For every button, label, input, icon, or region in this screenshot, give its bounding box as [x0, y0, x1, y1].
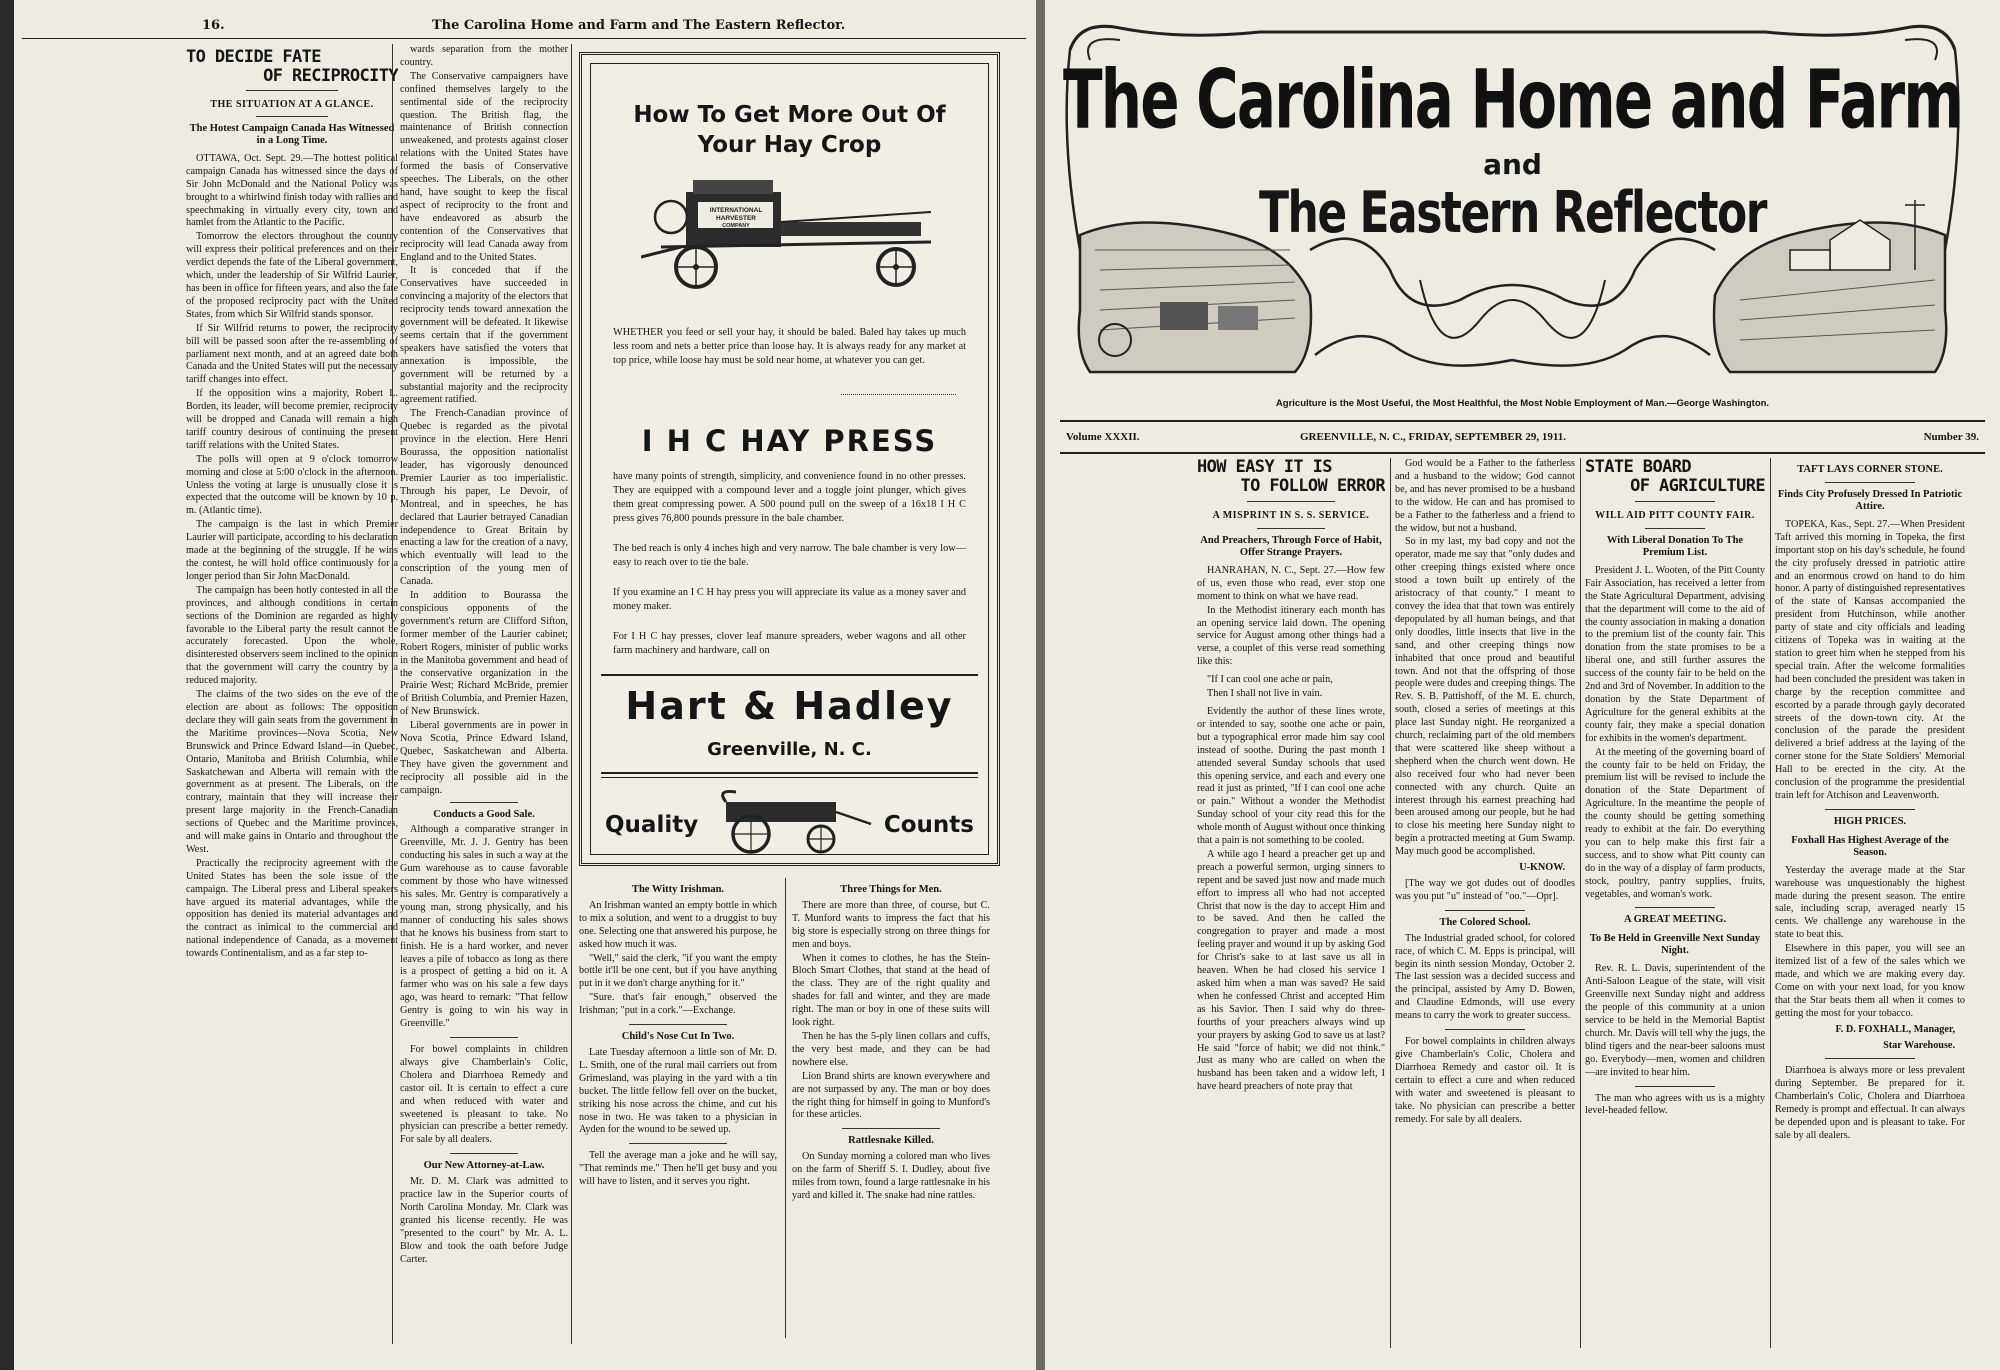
- article-paragraph: In the Methodist itinerary each month has an opening service laid down. The opening service for August among other things had a verse, a couplet of this verse read something like this:: [1197, 604, 1385, 668]
- ad-title-line-1: How To Get More Out Of: [633, 102, 946, 128]
- article-paragraph: The polls will open at 9 o'clock tomorrow morning and close at 5:00 o'clock in the afternoon. Unless the voting at large is unusually close it is expected that the outcome will be known by 10 p. m. (Atlantic time).: [186, 453, 398, 517]
- dateline-bar: [1060, 420, 1985, 454]
- svg-text:COMPANY: COMPANY: [722, 223, 750, 229]
- article-paragraph: There are more than three, of course, but C. T. Munford wants to impress the fact that his big store is especially strong on three things for men and boys.: [792, 899, 990, 950]
- article-paragraph: Late Tuesday afternoon a little son of Mr. D. L. Smith, one of the rural mail carriers out from Grimesland, was playing in the yard with a tin bucket. The little fellow fell over on the bucket, striking his nose across the chime, and cut his nose in two. He was taken to a physician in Ayden for the wound to be sewed up.: [579, 1046, 777, 1136]
- article-paragraph: Although a comparative stranger in Greenville, Mr. J. J. Gentry has been conducting his sales in such a way at the Gum warehouse as to cause favorable comment by those who have witnessed his sales. Mr. Gentry is comparatively a young man, strong physically, and his manner of conducting his sales shows that he knows his business from start to finish. He is a hard worker, and never leaves a pile of tobacco as long as there is a prospect of getting a bid on it. A farmer who was on his sale a few days ago, was heard to remark: "That fellow Gentry is going to win his way in Greenville.": [400, 824, 568, 1030]
- article-paragraph: In addition to Bourassa the conspicious opponents of the government's return are Clifford Sifton, former member of the Laurier cabinet; Robert Rogers, minister of public works in the Manitoba government and head of the conservative organization in the Prairie West; Richard McBride, premier of British Columbia, and Premier Hazen, of New Brunswick.: [400, 590, 568, 718]
- signature: Star Warehouse.: [1883, 1039, 1955, 1051]
- article-paragraph: Tomorrow the electors throughout the country will express their political preferences and on their verdict depends the fate of the Liberal government, which, under the leadership of Sir Wilfrid Laurier, has been in office for fifteen years, and also the fate of the proposed reciprocity pact with the United States, from which Sir Wilfrid stands sponsor.: [186, 231, 398, 320]
- editor-note: [The way we got dudes out of doodles was you put "u" instead of "oo."—Opr].: [1395, 878, 1575, 902]
- page-number: 16.: [202, 18, 225, 33]
- verse-line: Then I shall not live in vain.: [1207, 688, 1323, 700]
- article-paragraph: Then he has the 5-ply linen collars and cuffs, the very best made, and they can be had nowhere else.: [792, 1030, 990, 1068]
- article-paragraph: The Conservative campaigners have confined themselves largely to the sentimental side of the reciprocity question. The British flag, the maintenance of British connection unweakened, and protests against closer relations with the United States have formed the basis of Conservative speeches. The Liberals, on the other hand, have sought to keep the fiscal aspect of reciprocity to the front and have endeavored as absurb the contention of the Conservatives that reciprocity will lead Canada away from England and to the United States.: [400, 70, 568, 263]
- error-dek: And Preachers, Through Force of Habit, Offer Strange Prayers.: [1200, 534, 1382, 558]
- article-paragraph: OTTAWA, Oct. Sept. 29.—The hottest political campaign Canada has witnessed since the days of Sir John McDonald and the National Policy was brought to a whirlwind finish today with rallies and speechmaking in virtually every city, town and hamlet from the Atlantic to the Pacific.: [186, 152, 398, 229]
- hay-press-name: I H C HAY PRESS: [641, 424, 938, 458]
- article-paragraph: The French-Canadian province of Quebec is regarded as the pivotal province in the election. Here Henri Bourassa, the opposition nationalist leader, has vigorously denounced Premier Laurier as too imperialistic. Through his paper, Le Devoir, of Montreal, and in speeches, he has declared that Laurier betrayed Canadian independence to Great Britain by enacting a law for the creation of a navy, which eventually will lead to the conscription of the young men of Canada.: [400, 408, 568, 588]
- hay-press-advertisement: [579, 52, 1000, 866]
- remedy-ad: For bowel complaints in children always give Chamberlain's Colic, Cholera and Diarrhoea Remedy and castor oil. It is certain to effect a cure and when reduced with water and sweetened is pleasant to take. No physician can prescribe a better remedy. For sale by all dealers.: [1395, 1036, 1575, 1125]
- article-paragraph: HANRAHAN, N. C., Sept. 27.—How few of us, even those who read, ever stop one moment to think on what we have read.: [1197, 564, 1385, 602]
- signature: U-KNOW.: [1519, 862, 1565, 874]
- taft-dek: Finds City Profusely Dressed In Patriotic Attire.: [1777, 488, 1963, 512]
- error-article-column: [1197, 458, 1385, 1348]
- masthead-and: and: [1483, 148, 1542, 181]
- verse-line: "If I can cool one ache or pain,: [1207, 674, 1333, 686]
- hay-press-illustration: [641, 172, 941, 307]
- article-paragraph: Liberal governments are in power in Nova Scotia, Prince Edward Island, Quebec, Saskatchewan and Alberta. They have given the government and reciprocity all possible aid in the campaign.: [400, 720, 568, 796]
- column-rule: [1390, 458, 1391, 1348]
- quality-label: Quality: [605, 812, 699, 838]
- article-paragraph: The man who agrees with us is a mighty level-headed fellow.: [1585, 1092, 1765, 1117]
- article-paragraph: The campaign is the last in which Premier Laurier will participate, according to his declaration made at the beginning of the struggle. If he wins the contest, he will hold office continuously for a longer period than Sir John MacDonald.: [186, 519, 398, 582]
- ad-title-line-2: Your Hay Crop: [697, 132, 882, 158]
- great-meeting-dek: To Be Held in Greenville Next Sunday Night.: [1589, 933, 1761, 957]
- column-rule: [1580, 458, 1581, 1348]
- state-board-dek: With Liberal Donation To The Premium List.: [1606, 534, 1744, 558]
- reciprocity-column: [186, 44, 398, 1344]
- svg-text:INTERNATIONAL: INTERNATIONAL: [709, 207, 763, 214]
- counts-label: Counts: [883, 812, 974, 838]
- remedy-ad: For bowel complaints in children always give Chamberlain's Colic, Cholera and Diarrhoea Remedy and castor oil. It is certain to effect a cure and when reduced with water and sweetened is pleasant to take. No physician can prescribe a better remedy. For sale by all dealers.: [400, 1043, 568, 1146]
- three-things-headline: Three Things for Men.: [840, 884, 942, 895]
- masthead: [1060, 20, 1965, 388]
- witty-irishman-headline: The Witty Irishman.: [631, 884, 725, 895]
- state-board-column: [1585, 458, 1765, 1348]
- article-paragraph: An Irishman wanted an empty bottle in which to mix a solution, and went to a druggist to buy one. Selecting one that answered his purpose, he asked how much it was.: [579, 899, 777, 950]
- ad-body-2: The bed reach is only 4 inches high and very narrow. The bale chamber is very low—easy to reach over to tie the bale.: [613, 543, 966, 568]
- ad-body-3: If you examine an I C H hay press you will appreciate its value as a money saver and money maker.: [613, 587, 966, 612]
- article-paragraph: Evidently the author of these lines wrote, or intended to say, soothe one ache or pain, but a typographical error made him say cool instead of soothe. During the past month I attended several Sunday schools that used this opening service, and each and every one read it just as printed, "If I can cool one ache or pain." Without a wonder the Methodist Sunday school of your city read this for the whole month of August without once thinking that a pain is not something to be cooled.: [1197, 705, 1385, 847]
- ad-intro: WHETHER you feed or sell your hay, it should be baled. Baled hay takes up much less room and nets a better price than loose hay. It is always ready for any market at top price, while loose hay must be sold near home, at whatever you can get.: [613, 327, 966, 366]
- article-paragraph: Mr. D. M. Clark was admitted to practice law in the Superior courts of North Carolina Monday. Mr. Clark was granted his license recently. He was "presented to the court" by Mr. A. L. Blow and took the oath before Judge Carter.: [400, 1176, 568, 1265]
- article-paragraph: The campaign has been hotly contested in all the provinces, and although conditions in certain sections of the Dominion are regarded as highly favorable to the Liberal party the result cannot be accurately forecasted. Upon the whole, disinterested observers seem inclined to the opinion that the government will carry the country by a reduced majority.: [186, 584, 398, 687]
- right-page: [1045, 0, 2000, 1370]
- firm-name: Hart & Hadley: [625, 684, 954, 728]
- article-paragraph: The Industrial graded school, for colored race, of which C. M. Epps is principal, will begin its ninth session Monday, October 2. The last session was a decided success and the principal, assisted by Amy D. Bowen, and Claudine Edmonds, will use every means to carry the work to greater success.: [1395, 932, 1575, 1022]
- state-board-subhead: WILL AID PITT COUNTY FAIR.: [1595, 510, 1755, 521]
- high-prices-headline: HIGH PRICES.: [1833, 815, 1907, 827]
- issue-number: Number 39.: [1923, 431, 1979, 443]
- error-headline-2: TO FOLLOW ERROR: [1240, 476, 1385, 496]
- article-paragraph: Tell the average man a joke and he will say, "That reminds me." Then he'll get busy and you will have to listen, and it serves you right.: [579, 1150, 777, 1188]
- article-paragraph: Rev. R. L. Davis, superintendent of the Anti-Saloon League of the state, will visit Greenville next Sunday night and address the people of this community at a union service to be held in the Memorial Baptist church. Mr. Davis will tell why the jugs, the blind tigers and the near-beer saloons must go. Everybody—men, women and children—are invited to hear him.: [1585, 963, 1765, 1078]
- error-subhead: A MISPRINT IN S. S. SERVICE.: [1212, 510, 1370, 521]
- left-page: [14, 0, 1036, 1370]
- taft-column: [1775, 458, 1965, 1348]
- nose-cut-headline: Child's Nose Cut In Two.: [621, 1031, 735, 1043]
- article-paragraph: President J. L. Wooten, of the Pitt County Fair Association, has received a letter from the State Agricultural Department, advising that the department will come to the aid of the county association in making a donation to the premium list of the county fair. This donation from the state promises to be a liberal one, and still further assures the success of the county fair to be held on the 2nd and 3rd of November. In addition to the donation by the State Department of Agriculture for the general exhibits at the county fair, they make a special donation for exhibits in the women's department.: [1585, 564, 1765, 744]
- dateline-text: GREENVILLE, N. C., FRIDAY, SEPTEMBER 29, 1911.: [1300, 431, 1566, 443]
- reciprocity-headline-1: TO DECIDE FATE: [186, 47, 321, 67]
- article-paragraph: Lion Brand shirts are known everywhere and are not surpassed by any. The man or boy does the right thing for himself in going to Munford's for these articles.: [792, 1070, 990, 1121]
- reciprocity-continued-column: [400, 44, 568, 1344]
- colored-school-headline: The Colored School.: [1439, 916, 1531, 928]
- state-board-headline-2: OF AGRICULTURE: [1630, 476, 1765, 496]
- running-head: [22, 18, 1026, 39]
- error-headline-1: HOW EASY IT IS: [1197, 458, 1332, 477]
- article-paragraph: A while ago I heard a preacher get up and preach a powerful sermon, urging sinners to repent and be saved just now and made much effort to impress all who had not accepted Christ that now is the day to accept Him and to be saved. And then he called the congregation to prayer and made a most feeling prayer and wound it up by asking God for Christ's sake to at last save us all in heaven. When he had closed his service I asked him when a man was saved? He said when he confessed Christ and accepted Him as his Savior. Then I said why do three-fourths of your preachers always wind up your prayers by asking God to save us at last? He said "force of habit; we did not think." Just as many who are called on when the husband has been taken and a widow left, I have heard preachers of note pray that: [1197, 848, 1385, 1093]
- article-paragraph: On Sunday morning a colored man who lives on the farm of Sheriff S. I. Dudley, about five miles from town, found a large rattlesnake in his yard and killed it. The snake had nine rattles.: [792, 1151, 990, 1201]
- error-continued-column: [1395, 458, 1575, 1348]
- state-board-headline-1: STATE BOARD: [1585, 458, 1691, 477]
- witty-irishman-column: [579, 878, 777, 1338]
- masthead-title: The Carolina Home and Farm: [1062, 52, 1962, 148]
- article-paragraph: "Well," said the clerk, "if you want the empty bottle it'll be one cent, but if you have anything put in it we don't charge anything for it.": [579, 952, 777, 990]
- reciprocity-subhead: THE SITUATION AT A GLANCE.: [210, 99, 374, 110]
- taft-headline: TAFT LAYS CORNER STONE.: [1797, 464, 1943, 475]
- ad-body-4: For I H C hay presses, clover leaf manure spreaders, weber wagons and all other farm machinery and hardware, call on: [613, 631, 966, 656]
- masthead-subtitle: The Eastern Reflector: [1259, 180, 1766, 247]
- reciprocity-dek: The Hotest Campaign Canada Has Witnessed in a Long Time.: [189, 122, 395, 146]
- reciprocity-headline-2: OF RECIPROCITY: [263, 66, 398, 86]
- running-title: The Carolina Home and Farm and The Eastern Reflector.: [432, 18, 846, 33]
- article-paragraph: At the meeting of the governing board of the county fair to be held on Friday, the premium list will be revised to include the donation of the State Department of Agriculture. In the meantime the people of the county should be getting something ready to exhibit at the fair. Do everything you can to help make this first fair a success, and to show what Pitt county can do in the way of a display of farm products, stock, poultry, pantry supplies, fruits, vegetables, and woman's work.: [1585, 746, 1765, 900]
- article-paragraph: The claims of the two sides on the eve of the election are about as follows: The opposition declare they will gain seats from the government in the Maritime provinces—Nova Scotia, New Brunswick and Prince Edward Island—in Quebec, Ontario, Manitoba and British Columbia, while Saskatchewan and Alberta will remain with the government as at present. The Liberals, on the contrary, maintain that they will increase their present large majority in the French-Canadian sections of Quebec and the Maritime provinces, and will make gains in Ontario and throughout the West.: [186, 689, 398, 855]
- column-rule: [571, 44, 572, 1344]
- ad-body-1: have many points of strength, simplicity, and convenience found in no other presses. They are equipped with a compound lever and a toggle joint plunger, which gives them great compressing power. A 500 pound pull on the sweep of a 16x18 I H C press gives 76,800 pounds pressure in the bale chamber.: [613, 471, 966, 524]
- volume-label: Volume XXXII.: [1066, 431, 1140, 443]
- article-paragraph: If Sir Wilfrid returns to power, the reciprocity bill will be passed soon after the re-assembling of parliament next month, and at an agreed date both Canada and the United States will put the necessary tariff changes into effect.: [186, 322, 398, 386]
- article-paragraph: Practically the reciprocity agreement with the United States has been the sole issue of the campaign. The Liberal press and Liberal speakers have argued its material advantages, while the opposition has denied its material advantages and the contract as inimical to the commercial and national independence of Canada, as a movement towards Continentalism, and as a far step to-: [186, 857, 398, 960]
- article-paragraph: TOPEKA, Kas., Sept. 27.—When President Taft arrived this morning in Topeka, the first important stop on his day's schedule, he found the city profusely dressed in patriotic attire and an enormous crowd on hand to do him honor. A party of distinguished representatives of the state of Kansas accompanied the president from Hutchinson, while another party of state and city officials and leading citizens of Topeka was in waiting at the station to greet him when he stepped from his special train. After the welcome formalities had been concluded the president was taken in charge by the reception committee and escorted by a parade through gayly decorated streets of the down-town city. At the conclusion of the parade the president delivered a brief address at the laying of the corner stone for the State Soldiers' Memorial Hall to be erected in the city. At the conclusion of the programme the presidential train left for Atchison and Leavenworth.: [1775, 518, 1965, 801]
- remedy-ad: Diarrhoea is always more or less prevalent during September. Be prepared for it. Chamberlain's Colic, Cholera and Diarrhoea Remedy is prompt and effectual. It can always be depended upon and is pleasant to take. For sale by all dealers.: [1775, 1065, 1965, 1141]
- article-paragraph: Yesterday the average made at the Star warehouse was unquestionably the highest made during the present season. The entire sale, including scrap, averaged nearly 15 cents. We challenge any warehouse in the state to beat this.: [1775, 864, 1965, 941]
- svg-text:HARVESTER: HARVESTER: [716, 215, 756, 222]
- article-paragraph: When it comes to clothes, he has the Stein-Bloch Smart Clothes, that stand at the head of the class. They are of the right quality and shades for fall and winter, and they are made right. The man or boy in one of these suits will look right.: [792, 952, 990, 1029]
- column-rule: [785, 878, 786, 1338]
- three-things-column: [792, 878, 990, 1338]
- article-paragraph: wards separation from the mother country.: [400, 44, 568, 68]
- attorney-headline: Our New Attorney-at-Law.: [423, 1160, 545, 1172]
- article-paragraph: Elsewhere in this paper, you will see an itemized list of a few of the sales which we made, and which we are making every day. Come on with your next load, for you know that the Star beats them all when it comes to getting the most for your tobacco.: [1775, 943, 1965, 1019]
- column-rule: [1770, 458, 1771, 1348]
- masthead-motto: Agriculture is the Most Useful, the Most Healthful, the Most Noble Employment of Man.—George Washington.: [1275, 398, 1770, 409]
- great-meeting-headline: A GREAT MEETING.: [1623, 914, 1726, 926]
- article-paragraph: If the opposition wins a majority, Robert L. Borden, its leader, will become premier, reciprocity will be dropped and Canada will remain a high tariff country desirous of continuing the present tariff relations with the United States.: [186, 388, 398, 451]
- article-paragraph: It is conceded that if the Conservatives have succeeded in convincing a majority of the electors that reciprocity tends toward annexation the government will be defeated. It likewise seems certain that if the government speakers have satisfied the voters that annexation is impossible, the government will be returned by a substantial majority and the reciprocity agreement ratified.: [400, 265, 568, 406]
- rattlesnake-headline: Rattlesnake Killed.: [848, 1135, 934, 1147]
- column-rule: [392, 44, 393, 1344]
- firm-city: Greenville, N. C.: [707, 739, 872, 760]
- article-paragraph: So in my last, my bad copy and not the operator, made me say that "only dudes and other creeping things existed where once stood a town built up entirely of the aristocracy of that county." I meant to convey the idea that that town was entirely depopulated by all human beings, and that only doodles, little insects that live in the sand, and other creeping things now inhabited that once proud and beautiful town. And not that the offspring of those people were dudes and creeping things. The Rev. S. B. Pattishoff, of the M. E. church, south, closed a series of meetings at this place last Sunday night. He reorganized a church, reclaiming part of the old members that were scattered like sheep without a shepherd when the church went down. He also received four who had never been connected with any church. Quite an interest through his earnest preaching had been aroused among our people, but he had to close his meeting here Sunday night to begin a protracted meeting at Gum Swamp. May much good be accomplished.: [1395, 536, 1575, 858]
- article-paragraph: "Sure. that's fair enough," observed the Irishman; "put in a cork."—Exchange.: [579, 992, 777, 1017]
- signature: F. D. FOXHALL, Manager,: [1835, 1023, 1955, 1035]
- page-gutter: [1036, 0, 1045, 1370]
- wagon-illustration: [706, 784, 876, 859]
- gentry-sale-headline: Conducts a Good Sale.: [433, 808, 535, 820]
- article-paragraph: God would be a Father to the fatherless and a husband to the widow; God cannot be, and has never promised to be a husband to the widow. He can and has promised to be a Father to the fatherless and a friend to the widow, but not a husband.: [1395, 458, 1575, 534]
- high-prices-dek: Foxhall Has Highest Average of the Season.: [1791, 834, 1949, 858]
